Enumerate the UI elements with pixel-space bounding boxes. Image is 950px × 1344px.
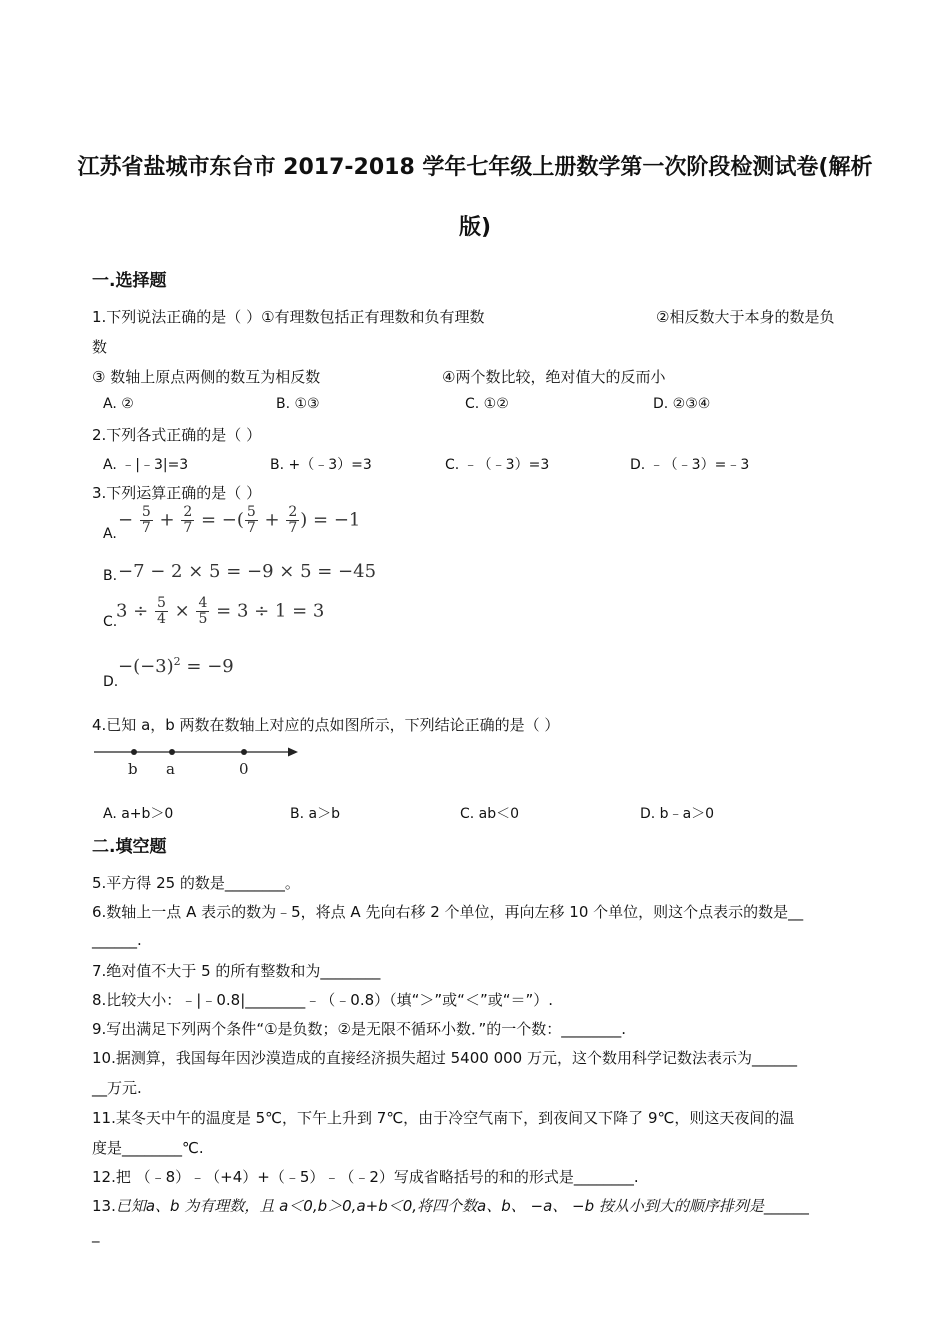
q11-text-2: 度是________℃. [92, 1139, 204, 1157]
q1-text: 1.下列说法正确的是（ ）①有理数包括正有理数和负有理数 [92, 308, 485, 326]
q8-text: 8.比较大小：﹣|﹣0.8|________﹣（﹣0.8）（填“＞”或“＜”或“＝”）. [92, 991, 554, 1009]
label-zero: 0 [239, 760, 249, 778]
number-line-figure [90, 740, 305, 782]
q3-formula-b: −7 − 2 × 5 = −9 × 5 = −45 [118, 561, 377, 582]
q1-option-a: A. ② [103, 396, 134, 412]
q10-text-2: __万元. [92, 1079, 142, 1097]
q4-option-a: A. a+b＞0 [103, 806, 174, 822]
q9-text: 9.写出满足下列两个条件“①是负数；②是无限不循环小数．”的一个数：________. [92, 1020, 627, 1038]
q4-option-b: B. a＞b [290, 806, 340, 822]
q3-formula-c: 3 ÷ $\frac{5}{4}$ × $\frac{4}{5}$ = 3 ÷ 1 = 3 [116, 595, 325, 627]
q2-option-c: C. ﹣（﹣3）=3 [445, 457, 550, 473]
point-a-dot [169, 749, 175, 755]
q2-text: 2.下列各式正确的是（ ） [92, 426, 262, 444]
q3-label-a: A. [103, 526, 117, 542]
label-a: a [166, 760, 175, 778]
document-title-line1: 江苏省盐城市东台市 2017-2018 学年七年级上册数学第一次阶段检测试卷(解析 [77, 155, 873, 180]
q3-formula-d: $-(-3)^2 = -9$ [118, 655, 234, 677]
q5-text: 5.平方得 25 的数是________。 [92, 874, 300, 892]
q11-text: 11.某冬天中午的温度是 5℃，下午上升到 7℃，由于冷空气南下，到夜间又下降了 9℃，则这天夜间的温 [92, 1109, 795, 1127]
q1-text-4: ③ 数轴上原点两侧的数互为相反数 [92, 368, 321, 386]
q4-text: 4.已知 a，b 两数在数轴上对应的点如图所示，下列结论正确的是（ ） [92, 716, 560, 734]
label-b: b [128, 760, 138, 778]
q4-option-d: D. b﹣a＞0 [640, 806, 715, 822]
q6-text: 6.数轴上一点 A 表示的数为﹣5，将点 A 先向右移 2 个单位，再向左移 10 个单位，则这个点表示的数是__ [92, 903, 804, 921]
q1-option-d: D. ②③④ [653, 396, 711, 412]
q1-text-2: ②相反数大于本身的数是负 [656, 308, 835, 326]
fraction: $\frac{5}{7}$ [246, 504, 256, 536]
q1-option-b: B. ①③ [276, 396, 320, 412]
fraction: $\frac{2}{7}$ [183, 504, 193, 536]
q3-text: 3.下列运算正确的是（ ） [92, 484, 262, 502]
q2-option-b: B. +（﹣3）=3 [270, 457, 372, 473]
q4-option-c: C. ab＜0 [460, 806, 520, 822]
q13-italic-text: 已知a、b 为有理数，且 a＜0,b＞0,a+b＜0,将四个数a、b、 −a、 −b 按从小到大的顺序排列是______ [115, 1197, 809, 1215]
section-heading-choice: 一.选择题 [92, 271, 167, 291]
q3-label-c: C. [103, 614, 118, 630]
q1-text-5: ④两个数比较，绝对值大的反而小 [442, 368, 666, 386]
q13-text-2: _ [92, 1225, 100, 1243]
point-b-dot [131, 749, 137, 755]
q1-text-3: 数 [92, 338, 108, 356]
document-title-line2: 版) [458, 215, 492, 240]
q13-number: 13. [92, 1197, 116, 1215]
fraction: $\frac{2}{7}$ [288, 504, 298, 536]
q3-label-d: D. [103, 674, 119, 690]
fraction: $\frac{4}{5}$ [198, 595, 208, 627]
section-heading-fill: 二.填空题 [92, 837, 167, 857]
fraction: $\frac{5}{4}$ [157, 595, 166, 627]
q12-text: 12.把 （﹣8）﹣（+4）+（﹣5）﹣（﹣2）写成省略括号的和的形式是________. [92, 1168, 639, 1186]
point-zero-dot [241, 749, 247, 755]
q3-label-b: B. [103, 568, 118, 584]
q10-text: 10.据测算，我国每年因沙漠造成的直接经济损失超过 5400 000 万元，这个数用科学记数法表示为______ [92, 1049, 797, 1067]
arrow-icon [288, 748, 298, 757]
fraction: $\frac{5}{7}$ [141, 504, 151, 536]
q3-formula-a: − $\frac{5}{7}$ + $\frac{2}{7}$ = −( $\frac{5}{7}$ + $\frac{2}{7}$ ) = −1 [118, 504, 361, 536]
q2-option-d: D. ﹣（﹣3）=﹣3 [630, 457, 750, 473]
q7-text: 7.绝对值不大于 5 的所有整数和为________ [92, 962, 381, 980]
q2-option-a: A. ﹣|﹣3|=3 [103, 457, 189, 473]
q13-text [92, 1195, 809, 1216]
q6-text-2: ______. [92, 931, 142, 949]
q1-option-c: C. ①② [465, 396, 509, 412]
